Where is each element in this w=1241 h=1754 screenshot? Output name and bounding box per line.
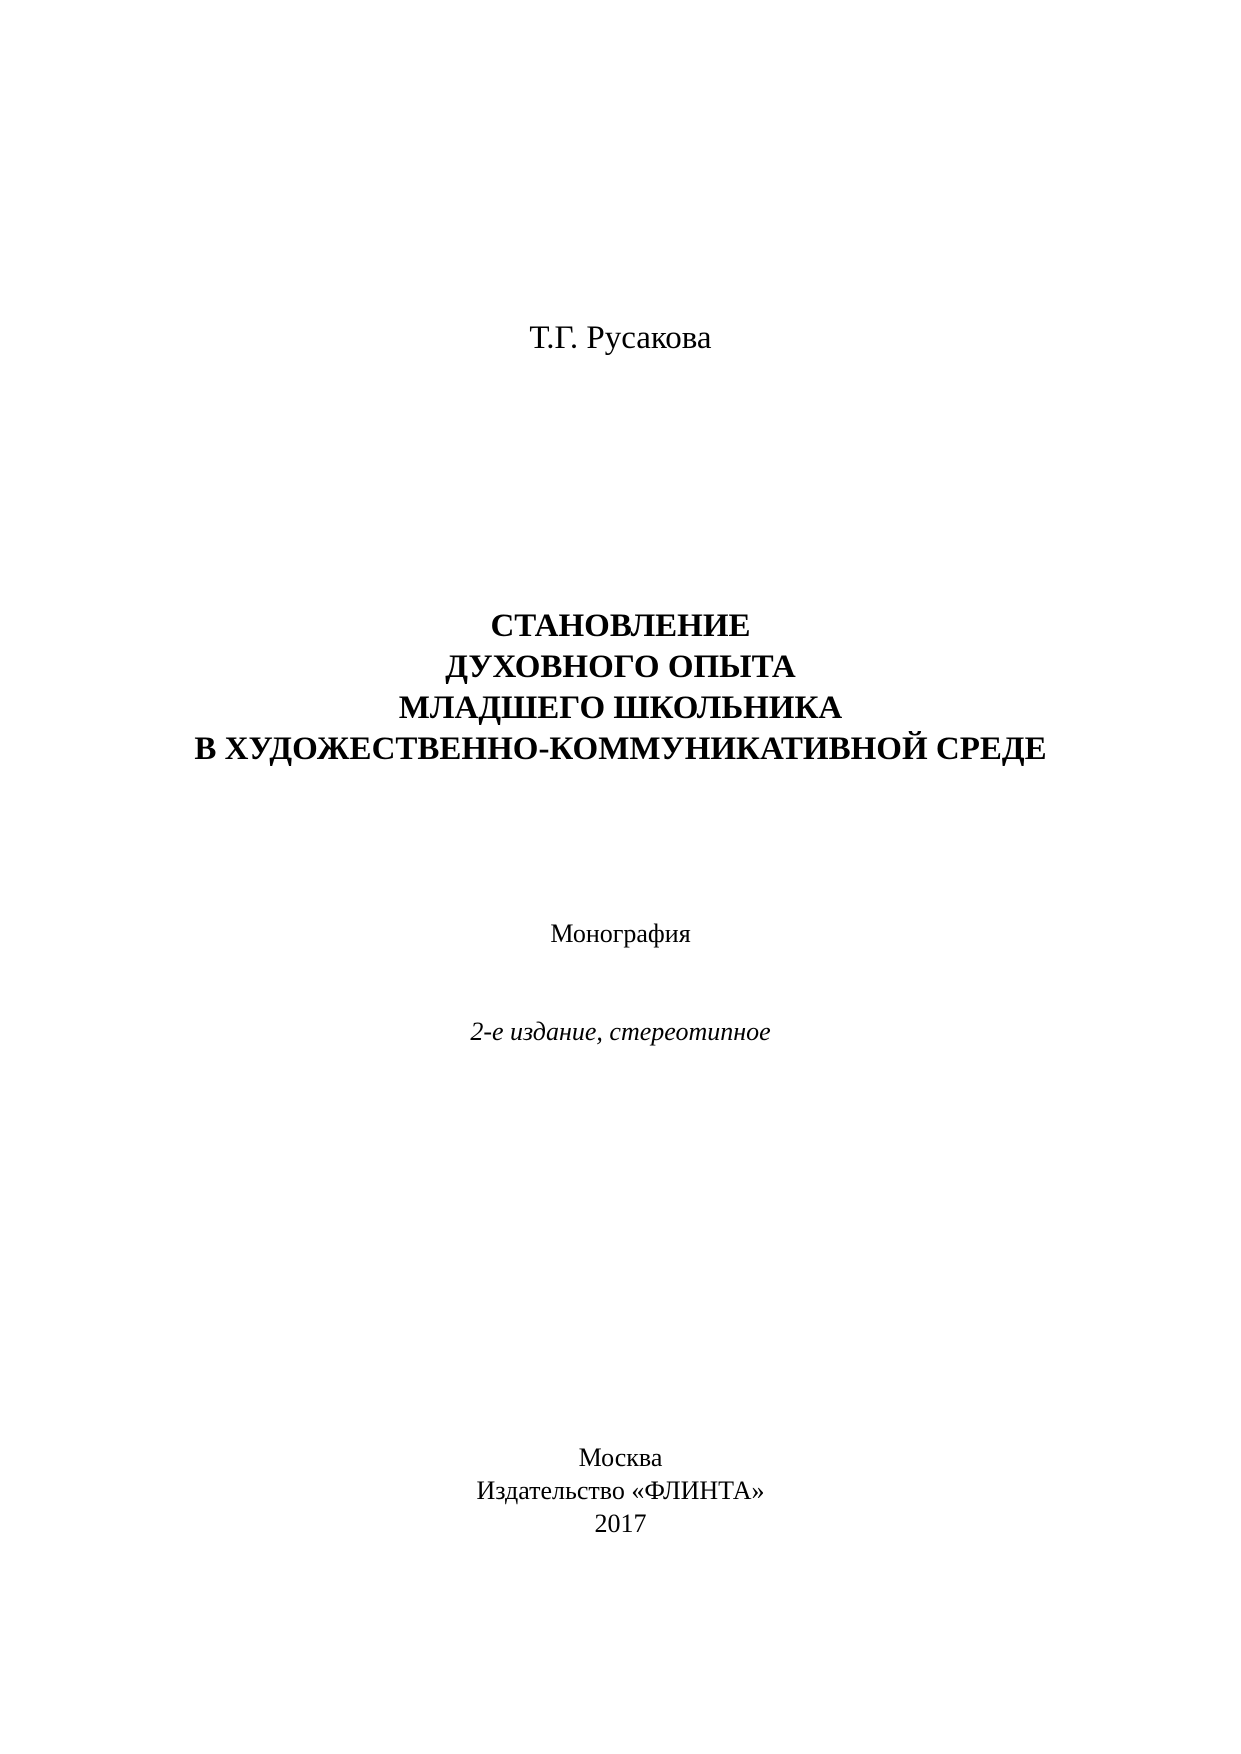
title-line: СТАНОВЛЕНИЕ: [490, 608, 751, 644]
title-line: В ХУДОЖЕСТВЕННО-КОММУНИКАТИВНОЙ СРЕДЕ: [194, 731, 1047, 767]
imprint-publisher: Издательство «ФЛИНТА»: [476, 1476, 765, 1505]
title-line: МЛАДШЕГО ШКОЛЬНИКА: [398, 690, 843, 726]
imprint: [0, 1441, 1241, 1540]
imprint-year: 2017: [594, 1509, 647, 1538]
title-line: ДУХОВНОГО ОПЫТА: [445, 649, 796, 685]
author-name: Т.Г. Русакова: [529, 320, 712, 356]
book-title: [0, 606, 1241, 770]
genre-label: Монография: [550, 919, 691, 948]
edition-note: 2-е издание, стереотипное: [470, 1017, 771, 1046]
imprint-city: Москва: [578, 1443, 663, 1472]
